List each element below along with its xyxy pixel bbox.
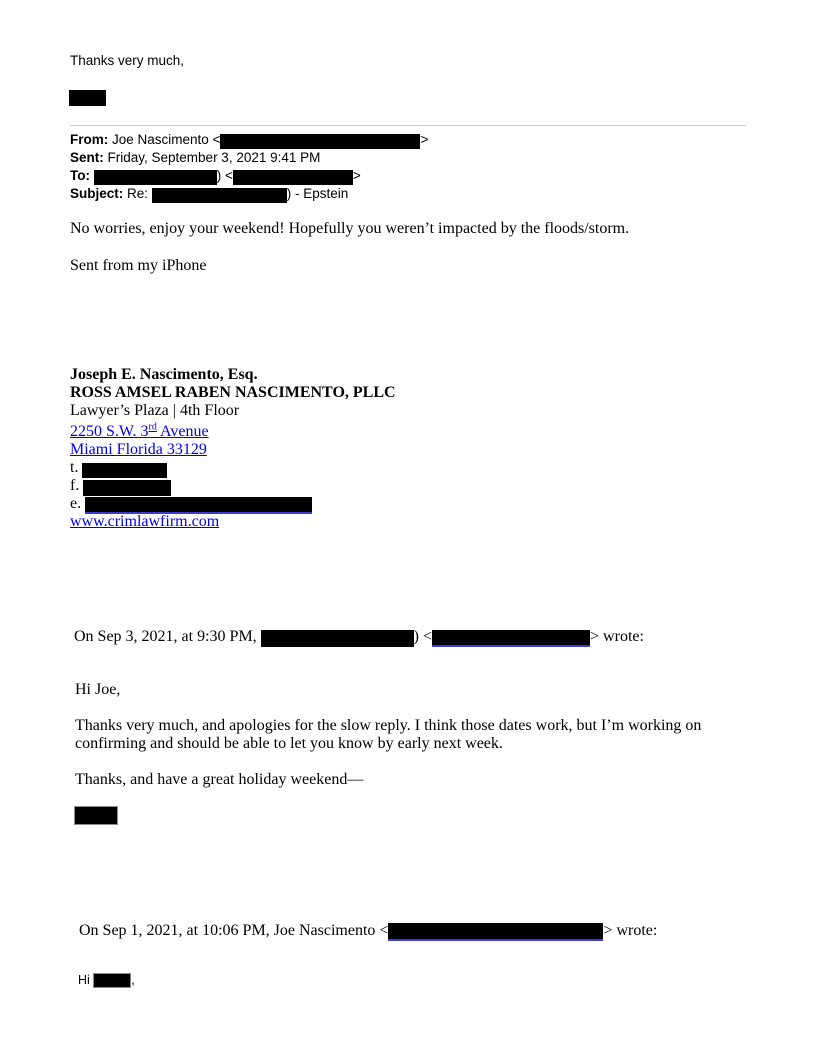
signature-fax-line bbox=[70, 477, 171, 495]
quote1-greeting: Hi Joe, bbox=[75, 681, 121, 698]
signature-firm: ROSS AMSEL RABEN NASCIMENTO, PLLC bbox=[70, 384, 396, 401]
quote2-wrote: > wrote: bbox=[603, 922, 658, 939]
redaction-bar-fax bbox=[83, 480, 171, 496]
address-link-text: 2250 S.W. 3 bbox=[70, 423, 149, 440]
city-link[interactable]: Miami Florida 33129 bbox=[70, 441, 207, 458]
redaction-bar-quote2-email bbox=[388, 923, 603, 941]
sent-value: Friday, September 3, 2021 9:41 PM bbox=[107, 150, 321, 165]
to-close: > bbox=[352, 168, 361, 183]
quote2-date-text: On Sep 1, 2021, at 10:06 PM, Joe Nascimento < bbox=[79, 922, 389, 939]
redaction-bar-email-address bbox=[85, 497, 312, 514]
redaction-bar-top-signature bbox=[69, 90, 106, 106]
redaction-bar-to-email bbox=[233, 170, 353, 185]
header-subject-line bbox=[70, 185, 348, 203]
signature-address-line2 bbox=[70, 423, 209, 441]
address-link[interactable] bbox=[70, 423, 209, 440]
redaction-bar-subject bbox=[152, 188, 287, 203]
signature-name: Joseph E. Nascimento, Esq. bbox=[70, 366, 258, 383]
quote1-attribution-line bbox=[74, 628, 644, 646]
quote1-date-text: On Sep 3, 2021, at 9:30 PM, bbox=[74, 628, 261, 645]
from-label: From: bbox=[70, 132, 109, 147]
subject-suffix: ) - Epstein bbox=[286, 186, 349, 201]
from-value: Joe Nascimento < bbox=[112, 132, 221, 147]
redaction-bar-quote1-email bbox=[432, 630, 590, 647]
redaction-bar-quote2-name bbox=[93, 973, 131, 988]
from-value-close: > bbox=[420, 132, 429, 147]
message-body-text: No worries, enjoy your weekend! Hopefully you weren’t impacted by the floods/storm. bbox=[70, 220, 630, 237]
quote1-closing: Thanks, and have a great holiday weekend— bbox=[75, 771, 364, 788]
email-label: e. bbox=[70, 495, 82, 512]
fax-label: f. bbox=[70, 477, 80, 494]
redaction-bar-phone bbox=[82, 463, 167, 478]
quote1-wrote: > wrote: bbox=[590, 628, 644, 645]
redaction-bar-to-name bbox=[94, 170, 217, 185]
to-mid: ) < bbox=[216, 168, 233, 183]
quote2-greeting-hi: Hi bbox=[78, 973, 90, 987]
subject-re: Re: bbox=[127, 186, 152, 201]
signature-address-line3 bbox=[70, 441, 207, 459]
separator-line bbox=[70, 125, 746, 126]
sent-from-iphone-text: Sent from my iPhone bbox=[70, 257, 207, 274]
quote2-greeting-comma: , bbox=[131, 973, 135, 987]
signature-website-line bbox=[70, 513, 219, 531]
redaction-bar-quote1-signature bbox=[74, 806, 118, 825]
signature-email-line bbox=[70, 495, 312, 513]
website-link[interactable]: www.crimlawfirm.com bbox=[70, 513, 220, 530]
to-label: To: bbox=[70, 168, 90, 183]
quote2-greeting-line bbox=[78, 973, 135, 987]
phone-label: t. bbox=[70, 459, 79, 476]
quote1-mid: ) < bbox=[413, 628, 433, 645]
signature-phone-line bbox=[70, 459, 167, 477]
header-to-line bbox=[70, 167, 361, 185]
header-from-line bbox=[70, 131, 428, 149]
signature-address-line1: Lawyer’s Plaza | 4th Floor bbox=[70, 402, 240, 419]
quote1-paragraph: Thanks very much, and apologies for the slow reply. I think those dates work, but I’m working on confirming and should be able to let you know by early next week. bbox=[75, 717, 702, 752]
reply-closing-text: Thanks very much, bbox=[70, 53, 185, 68]
redaction-bar-from-email bbox=[220, 134, 420, 149]
header-sent-line bbox=[70, 149, 320, 167]
redaction-bar-quote1-name bbox=[261, 630, 414, 647]
quote2-attribution-line bbox=[79, 922, 657, 940]
sent-label: Sent: bbox=[70, 150, 104, 165]
subject-label: Subject: bbox=[70, 186, 124, 201]
ordinal-superscript: rd bbox=[148, 421, 157, 433]
address-link-text2: Avenue bbox=[156, 423, 209, 440]
